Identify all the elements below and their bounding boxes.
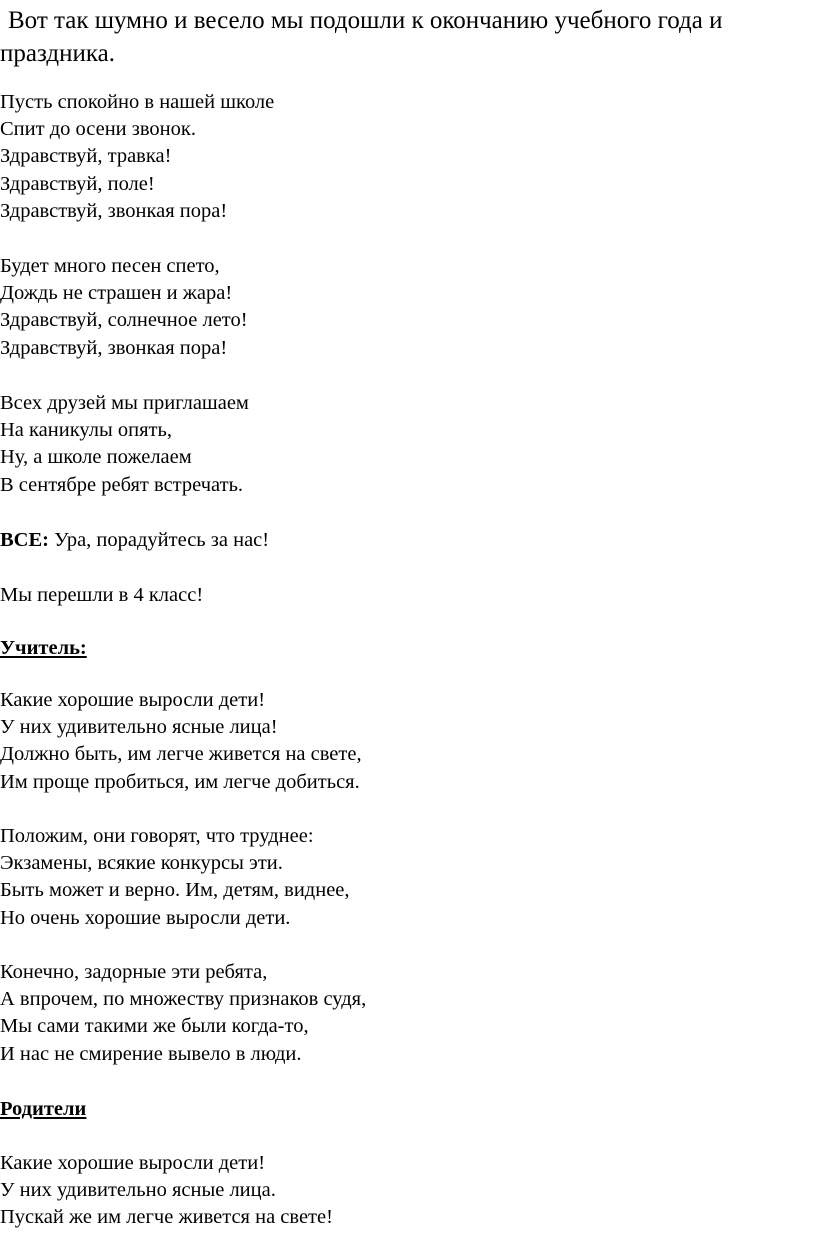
stanza-line: Должно быть, им легче живется на свете, bbox=[0, 743, 362, 766]
intro-line-1: Вот так шумно и весело мы подошли к окончанию учебного года и bbox=[8, 7, 723, 34]
teacher-stanza-2 bbox=[0, 823, 350, 932]
stanza-line: Здравствуй, звонкая пора! bbox=[0, 336, 228, 359]
intro-line-2: праздника. bbox=[0, 40, 115, 67]
stanza-line: Дождь не страшен и жара! bbox=[0, 282, 233, 305]
all-label: ВСЕ: bbox=[0, 529, 49, 551]
stanza-line: Пусть спокойно в нашей школе bbox=[0, 91, 275, 113]
teacher-stanza-1 bbox=[0, 687, 362, 796]
stanza-line: Экзамены, всякие конкурсы эти. bbox=[0, 852, 283, 875]
stanza-line: Положим, они говорят, что труднее: bbox=[0, 825, 314, 847]
stanza-line: Но очень хорошие выросли дети. bbox=[0, 906, 291, 929]
stanza-line: Всех друзей мы приглашаем bbox=[0, 392, 249, 414]
passed-line bbox=[0, 582, 203, 609]
stanza-line: Будет много песен спето, bbox=[0, 255, 220, 277]
stanza-line: Ну, а школе пожелаем bbox=[0, 446, 192, 469]
stanza-line: Здравствуй, звонкая пора! bbox=[0, 199, 228, 222]
stanza-2 bbox=[0, 253, 248, 362]
stanza-line: А впрочем, по множеству признаков судя, bbox=[0, 988, 367, 1011]
stanza-line: На каникулы опять, bbox=[0, 419, 172, 442]
parents-heading-text: Родители bbox=[0, 1098, 87, 1120]
stanza-1 bbox=[0, 89, 274, 225]
parents-stanza-1 bbox=[0, 1150, 333, 1232]
stanza-line: И нас не смирение вывело в люди. bbox=[0, 1042, 302, 1065]
all-text: Ура, порадуйтесь за нас! bbox=[48, 529, 270, 551]
stanza-3 bbox=[0, 390, 249, 499]
stanza-line: Спит до осени звонок. bbox=[0, 118, 196, 141]
stanza-line: Здравствуй, солнечное лето! bbox=[0, 309, 248, 332]
stanza-line: В сентябре ребят встречать. bbox=[0, 473, 244, 496]
stanza-line: Быть может и верно. Им, детям, виднее, bbox=[0, 879, 350, 902]
stanza-line: Здравствуй, травка! bbox=[0, 145, 172, 168]
passed-text: Мы перешли в 4 класс! bbox=[0, 584, 204, 606]
teacher-heading-text: Учитель: bbox=[0, 637, 87, 659]
stanza-line: Какие хорошие выросли дети! bbox=[0, 689, 266, 711]
stanza-line: Пускай же им легче живется на свете! bbox=[0, 1206, 333, 1229]
stanza-line: Конечно, задорные эти ребята, bbox=[0, 961, 268, 983]
stanza-line: У них удивительно ясные лица! bbox=[0, 716, 278, 739]
stanza-line: Здравствуй, поле! bbox=[0, 172, 155, 195]
teacher-heading bbox=[0, 635, 87, 662]
parents-heading bbox=[0, 1096, 86, 1123]
all-line bbox=[0, 527, 269, 554]
stanza-line: У них удивительно ясные лица. bbox=[0, 1179, 276, 1202]
stanza-line: Им проще пробиться, им легче добиться. bbox=[0, 770, 360, 793]
stanza-line: Какие хорошие выросли дети! bbox=[0, 1152, 266, 1174]
all-line-content bbox=[0, 527, 269, 554]
intro-paragraph bbox=[0, 4, 816, 70]
stanza-line: Мы сами такими же были когда-то, bbox=[0, 1015, 309, 1038]
teacher-stanza-3 bbox=[0, 959, 366, 1068]
